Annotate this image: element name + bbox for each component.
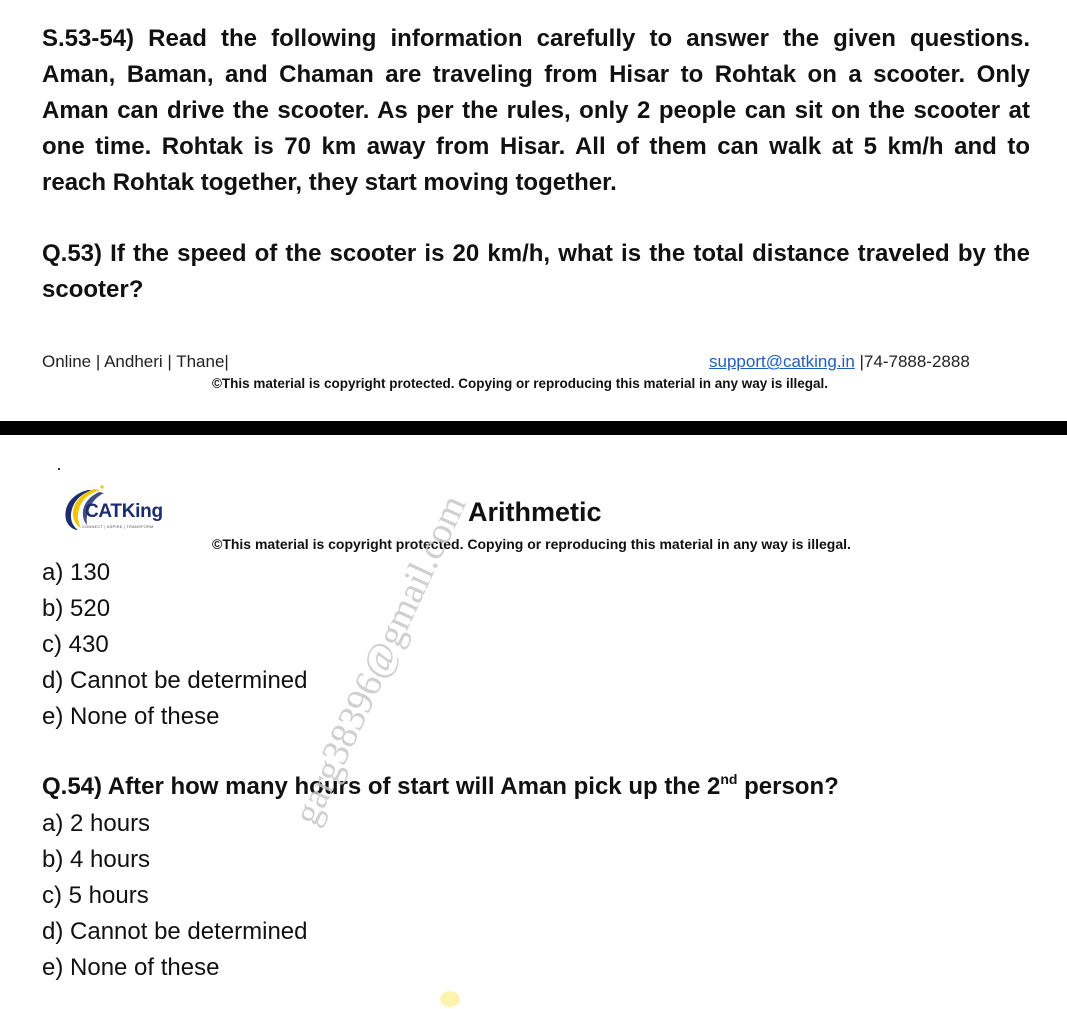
- q54-options: [42, 806, 308, 986]
- catking-logo: [58, 484, 180, 536]
- q54-option-b: b) 4 hours: [42, 846, 151, 873]
- q54-text-end: person?: [737, 773, 839, 800]
- q53-options: [42, 555, 308, 735]
- passage-text: S.53-54) Read the following information carefully to answer the given questions. Aman, Baman, and Chaman are traveling from Hisar to Rohtak on a scooter. Only Aman can drive the scooter. As per the rules, only 2 people can sit on the scooter at one time. Rohtak is 70 km away from Hisar. All of them can walk at 5 km/h and to reach Rohtak together, they start moving together.: [42, 25, 1030, 196]
- q53-option-c: c) 430: [42, 631, 109, 658]
- question-53: Q.53) If the speed of the scooter is 20 km/h, what is the total distance traveled by the scooter?: [42, 240, 1030, 303]
- page-heading: Arithmetic: [468, 497, 602, 527]
- footer-phone: |74-7888-2888: [854, 352, 970, 371]
- stray-dot: [58, 468, 60, 470]
- q54-option-e: e) None of these: [42, 954, 220, 981]
- q53-option-e: e) None of these: [42, 703, 220, 730]
- q53-option-b: b) 520: [42, 595, 111, 622]
- page-separator: [0, 421, 1067, 435]
- footer-copyright: ©This material is copyright protected. Copying or reproducing this material in any way is illegal.: [211, 376, 829, 391]
- q54-superscript: nd: [720, 771, 738, 787]
- q54-option-a: a) 2 hours: [42, 810, 151, 837]
- footer-contact: [709, 352, 970, 372]
- q54-option-d: d) Cannot be determined: [42, 918, 308, 945]
- logo-wordmark: CATKing: [85, 501, 163, 522]
- q53-option-a: a) 130: [42, 559, 111, 586]
- email-watermark: garg38396@gmail.com: [285, 488, 475, 832]
- q54-option-c: c) 5 hours: [42, 882, 149, 909]
- logo-tagline: CONNECT | ASPIRE | TRANSFORM: [82, 524, 154, 529]
- yellow-mark: [440, 991, 460, 1007]
- question-54: [42, 769, 839, 805]
- q54-text: Q.54) After how many hours of start will Aman pick up the 2: [42, 773, 721, 800]
- support-email-link[interactable]: support@catking.in: [709, 352, 855, 371]
- q53-option-d: d) Cannot be determined: [42, 667, 308, 694]
- header-copyright: ©This material is copyright protected. Copying or reproducing this material in any way is illegal.: [212, 536, 851, 552]
- footer-locations: Online | Andheri | Thane|: [42, 352, 229, 371]
